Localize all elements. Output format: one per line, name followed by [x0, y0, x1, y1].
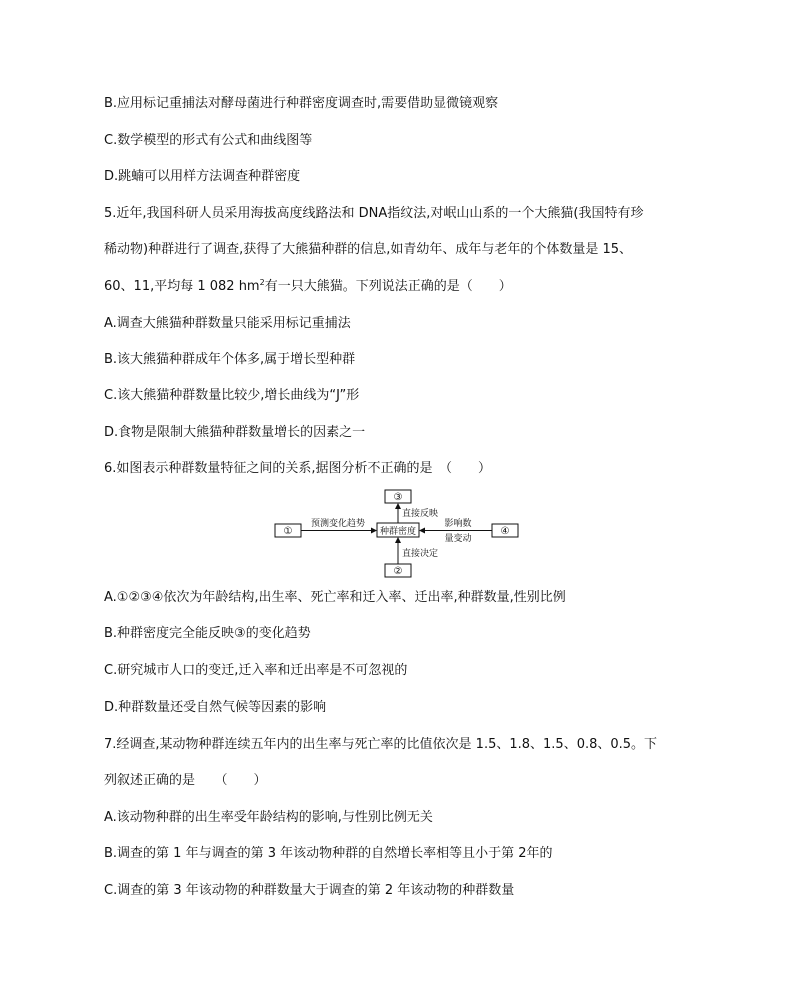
box-1-label: ①	[283, 526, 293, 537]
box-3-label: ③	[393, 492, 403, 503]
question-7-stem-line1: 7.经调查,某动物种群连续五年内的出生率与死亡率的比值依次是 1.5、1.8、1.5、0.8、0.5。下	[104, 737, 658, 752]
question-7-stem-line2: 列叙述正确的是 （ ）	[104, 773, 267, 788]
label-affect-line2: 量变动	[444, 534, 472, 544]
option-d: D.食物是限制大熊猫种群数量增长的因素之一	[104, 425, 366, 440]
option-5b: B.应用标记重捕法对酵母菌进行种群密度调查时,需要借助显微镜观察	[104, 96, 499, 111]
option-b: B.该大熊猫种群成年个体多,属于增长型种群	[104, 352, 356, 367]
box-2-label: ②	[393, 566, 403, 577]
label-predict: 预测变化趋势	[310, 519, 366, 529]
superscript: 2	[259, 278, 265, 287]
label-feedback: 直接反映	[402, 509, 439, 519]
box-4-label: ④	[500, 526, 510, 537]
option-5d: D.跳蝻可以用样方法调查种群密度	[104, 169, 301, 184]
stem-text-part1: 60、11,平均每 1 082 hm	[104, 279, 260, 294]
option-a: A.调查大熊猫种群数量只能采用标记重捕法	[104, 316, 351, 331]
option-7b: B.调查的第 1 年与调查的第 3 年该动物种群的自然增长率相等且小于第 2年的	[104, 846, 553, 861]
option-7c: C.调查的第 3 年该动物的种群数量大于调查的第 2 年该动物的种群数量	[104, 883, 515, 898]
option-6c: C.研究城市人口的变迁,迁入率和迁出率是不可忽视的	[104, 663, 408, 678]
question-5-stem-line3	[104, 278, 512, 296]
question-6-stem: 6.如图表示种群数量特征之间的关系,据图分析不正确的是 （ ）	[104, 461, 492, 476]
option-6a: A.①②③④依次为年龄结构,出生率、死亡率和迁入率、迁出率,种群数量,性别比例	[104, 590, 566, 605]
question-5-stem-line2: 稀动物)种群进行了调查,获得了大熊猫种群的信息,如青幼年、成年与老年的个体数量是 15、	[104, 242, 633, 257]
stem-text-part2: 有一只大熊猫。下列说法正确的是（ ）	[264, 279, 512, 294]
option-6d: D.种群数量还受自然气候等因素的影响	[104, 700, 327, 715]
label-decide: 直接决定	[402, 549, 439, 559]
population-characteristics-diagram	[272, 486, 522, 580]
option-6b: B.种群密度完全能反映③的变化趋势	[104, 626, 311, 641]
center-label: 种群密度	[379, 527, 417, 537]
label-affect-line1: 影响数	[444, 519, 472, 529]
option-5c: C.数学模型的形式有公式和曲线图等	[104, 133, 313, 148]
option-7a: A.该动物种群的出生率受年龄结构的影响,与性别比例无关	[104, 810, 433, 825]
question-5-stem-line1: 5.近年,我国科研人员采用海拔高度线路法和 DNA指纹法,对岷山山系的一个大熊猫(我国特有珍	[104, 206, 644, 221]
option-c: C.该大熊猫种群数量比较少,增长曲线为“J”形	[104, 388, 360, 403]
